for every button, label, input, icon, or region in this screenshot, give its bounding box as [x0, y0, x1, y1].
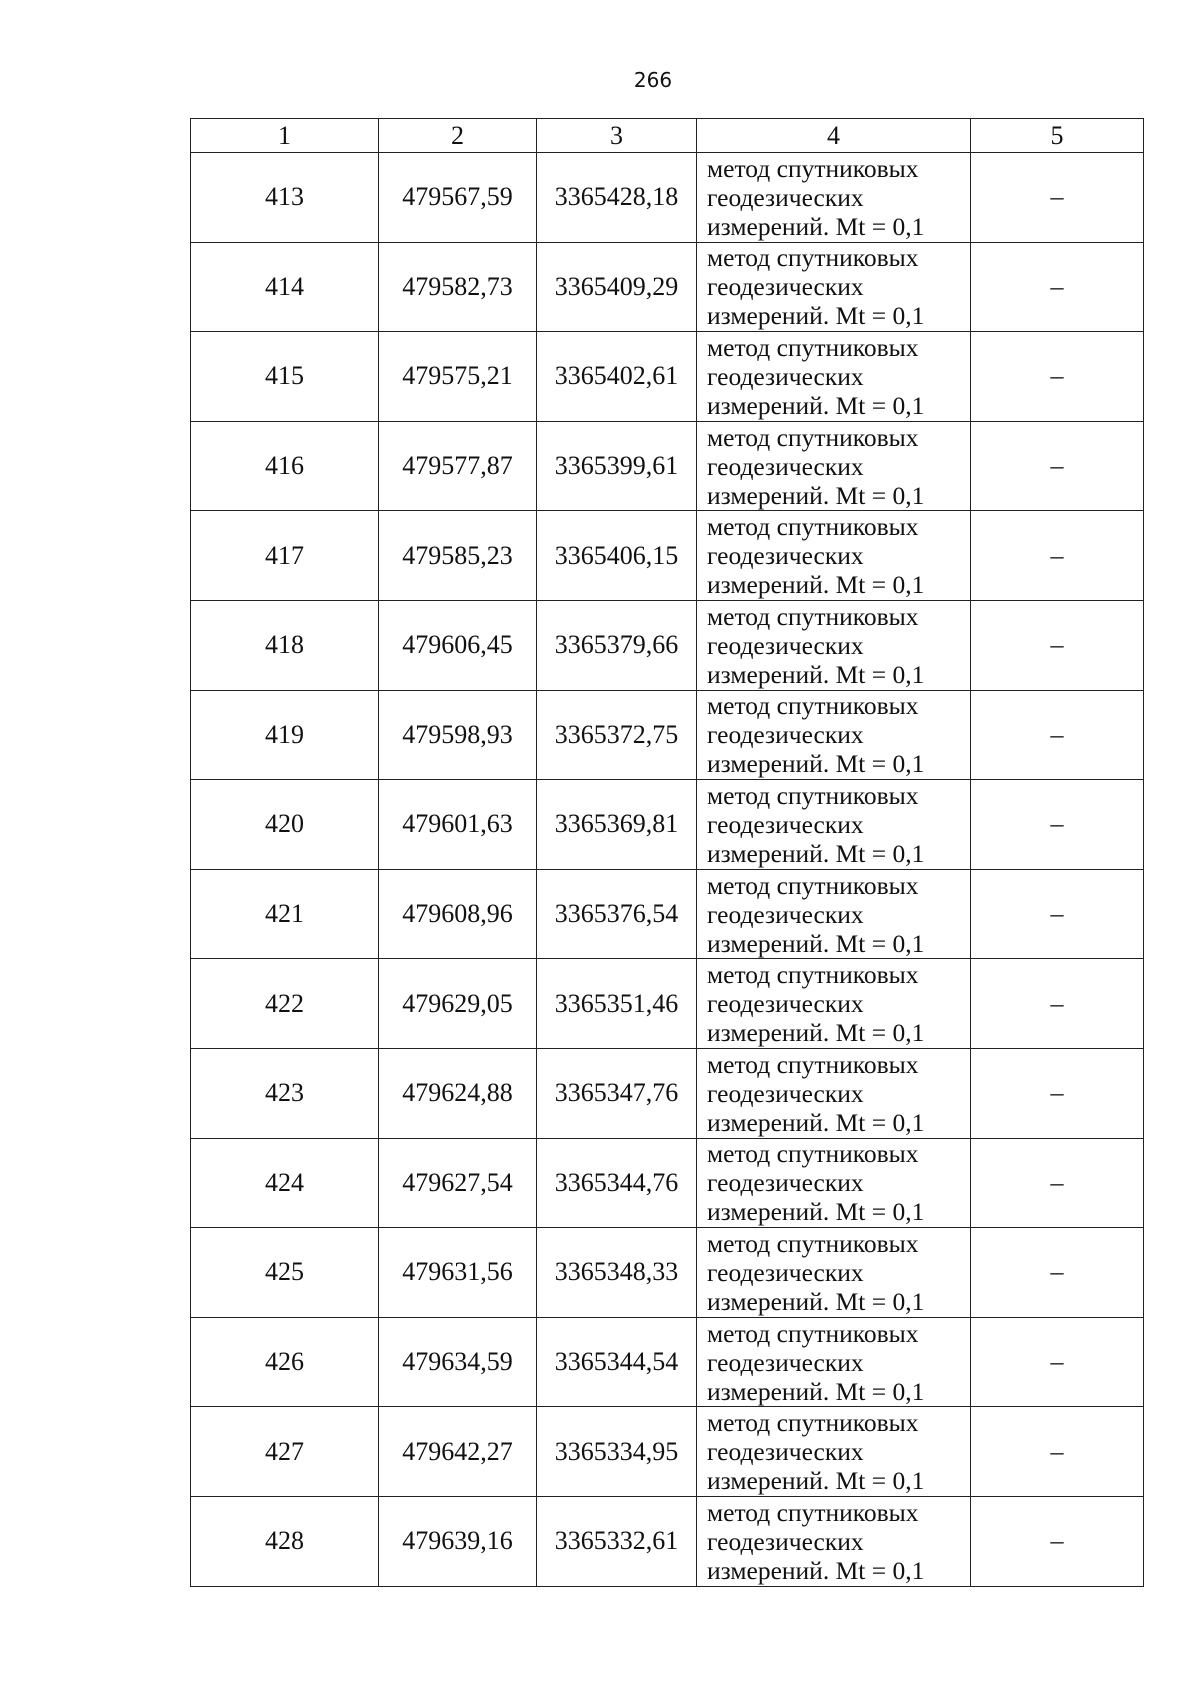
remarks-cell: –: [971, 959, 1144, 1049]
x-coordinate-cell: 479608,96: [379, 869, 537, 959]
y-coordinate-cell: 3365406,15: [537, 511, 697, 601]
method-line: метод спутниковых: [707, 332, 919, 362]
table-row: [191, 511, 1144, 601]
method-line: геодезических: [707, 1437, 864, 1467]
method-line: геодезических: [707, 630, 864, 660]
y-coordinate-cell: 3365428,18: [537, 153, 697, 243]
table-row: [191, 1048, 1144, 1138]
x-coordinate-cell: 479629,05: [379, 959, 537, 1049]
table-row: [191, 1138, 1144, 1228]
method-line: измерений. Mt = 0,1: [707, 1466, 925, 1496]
x-coordinate-cell: 479606,45: [379, 600, 537, 690]
table-row: [191, 242, 1144, 332]
method-line: измерений. Mt = 0,1: [707, 570, 925, 600]
method-cell: [697, 959, 971, 1049]
method-line: геодезических: [707, 899, 864, 929]
x-coordinate-cell: 479631,56: [379, 1228, 537, 1318]
remarks-cell: –: [971, 332, 1144, 422]
remarks-cell: –: [971, 1496, 1144, 1586]
remarks-cell: –: [971, 690, 1144, 780]
method-cell: [697, 1228, 971, 1318]
table-row: [191, 332, 1144, 422]
remarks-cell: –: [971, 1407, 1144, 1497]
point-number-cell: 418: [191, 600, 379, 690]
method-cell: [697, 780, 971, 870]
point-number-cell: 424: [191, 1138, 379, 1228]
method-line: геодезических: [707, 1168, 864, 1198]
point-number-cell: 428: [191, 1496, 379, 1586]
method-cell: [697, 1407, 971, 1497]
header-row: [191, 119, 1144, 153]
method-line: измерений. Mt = 0,1: [707, 928, 925, 958]
remarks-cell: –: [971, 1048, 1144, 1138]
method-line: метод спутниковых: [707, 1049, 919, 1079]
method-line: метод спутниковых: [707, 870, 919, 900]
method-line: метод спутниковых: [707, 1408, 919, 1438]
point-number-cell: 426: [191, 1317, 379, 1407]
method-cell: [697, 690, 971, 780]
y-coordinate-cell: 3365369,81: [537, 780, 697, 870]
point-number-cell: 423: [191, 1048, 379, 1138]
method-line: геодезических: [707, 272, 864, 302]
x-coordinate-cell: 479585,23: [379, 511, 537, 601]
method-line: измерений. Mt = 0,1: [707, 480, 925, 510]
method-cell: [697, 153, 971, 243]
y-coordinate-cell: 3365409,29: [537, 242, 697, 332]
point-number-cell: 421: [191, 869, 379, 959]
table-row: [191, 959, 1144, 1049]
column-header-1: 1: [191, 119, 379, 153]
y-coordinate-cell: 3365334,95: [537, 1407, 697, 1497]
method-line: метод спутниковых: [707, 1139, 919, 1169]
method-line: измерений. Mt = 0,1: [707, 838, 925, 868]
table-row: [191, 153, 1144, 243]
y-coordinate-cell: 3365379,66: [537, 600, 697, 690]
y-coordinate-cell: 3365402,61: [537, 332, 697, 422]
table-row: [191, 869, 1144, 959]
x-coordinate-cell: 479601,63: [379, 780, 537, 870]
point-number-cell: 420: [191, 780, 379, 870]
x-coordinate-cell: 479567,59: [379, 153, 537, 243]
table-row: [191, 1228, 1144, 1318]
method-cell: [697, 511, 971, 601]
method-line: измерений. Mt = 0,1: [707, 1555, 925, 1585]
x-coordinate-cell: 479575,21: [379, 332, 537, 422]
y-coordinate-cell: 3365372,75: [537, 690, 697, 780]
table-row: [191, 690, 1144, 780]
method-line: измерений. Mt = 0,1: [707, 1286, 925, 1316]
y-coordinate-cell: 3365344,54: [537, 1317, 697, 1407]
method-line: метод спутниковых: [707, 960, 919, 990]
method-line: геодезических: [707, 989, 864, 1019]
method-line: измерений. Mt = 0,1: [707, 1018, 925, 1048]
method-line: измерений. Mt = 0,1: [707, 1107, 925, 1137]
point-number-cell: 416: [191, 421, 379, 511]
method-cell: [697, 332, 971, 422]
column-header-3: 3: [537, 119, 697, 153]
x-coordinate-cell: 479598,93: [379, 690, 537, 780]
remarks-cell: –: [971, 1317, 1144, 1407]
point-number-cell: 419: [191, 690, 379, 780]
table-row: [191, 1317, 1144, 1407]
y-coordinate-cell: 3365351,46: [537, 959, 697, 1049]
method-cell: [697, 600, 971, 690]
method-cell: [697, 242, 971, 332]
remarks-cell: –: [971, 153, 1144, 243]
remarks-cell: –: [971, 600, 1144, 690]
method-line: геодезических: [707, 182, 864, 212]
column-header-5: 5: [971, 119, 1144, 153]
point-number-cell: 422: [191, 959, 379, 1049]
method-line: геодезических: [707, 809, 864, 839]
remarks-cell: –: [971, 869, 1144, 959]
method-line: метод спутниковых: [707, 243, 919, 273]
method-line: геодезических: [707, 361, 864, 391]
point-number-cell: 413: [191, 153, 379, 243]
point-number-cell: 425: [191, 1228, 379, 1318]
method-line: измерений. Mt = 0,1: [707, 301, 925, 331]
method-line: метод спутниковых: [707, 1497, 919, 1527]
table-row: [191, 780, 1144, 870]
remarks-cell: –: [971, 511, 1144, 601]
method-line: геодезических: [707, 1078, 864, 1108]
point-number-cell: 415: [191, 332, 379, 422]
remarks-cell: –: [971, 1138, 1144, 1228]
method-cell: [697, 421, 971, 511]
point-number-cell: 414: [191, 242, 379, 332]
x-coordinate-cell: 479639,16: [379, 1496, 537, 1586]
method-line: геодезических: [707, 1347, 864, 1377]
method-line: метод спутниковых: [707, 153, 919, 183]
method-line: измерений. Mt = 0,1: [707, 1376, 925, 1406]
table-row: [191, 421, 1144, 511]
method-line: измерений. Mt = 0,1: [707, 659, 925, 689]
coordinates-table: [190, 118, 1144, 1587]
x-coordinate-cell: 479627,54: [379, 1138, 537, 1228]
method-line: метод спутниковых: [707, 780, 919, 810]
table-row: [191, 1407, 1144, 1497]
x-coordinate-cell: 479634,59: [379, 1317, 537, 1407]
x-coordinate-cell: 479577,87: [379, 421, 537, 511]
method-line: геодезических: [707, 1526, 864, 1556]
method-line: метод спутниковых: [707, 512, 919, 542]
method-line: метод спутниковых: [707, 1228, 919, 1258]
method-line: геодезических: [707, 541, 864, 571]
method-cell: [697, 1496, 971, 1586]
method-line: измерений. Mt = 0,1: [707, 749, 925, 779]
method-cell: [697, 1317, 971, 1407]
page-number: 266: [633, 68, 673, 92]
method-line: геодезических: [707, 1257, 864, 1287]
x-coordinate-cell: 479624,88: [379, 1048, 537, 1138]
y-coordinate-cell: 3365344,76: [537, 1138, 697, 1228]
y-coordinate-cell: 3365347,76: [537, 1048, 697, 1138]
method-line: измерений. Mt = 0,1: [707, 1197, 925, 1227]
remarks-cell: –: [971, 242, 1144, 332]
table-row: [191, 600, 1144, 690]
column-header-2: 2: [379, 119, 537, 153]
method-line: метод спутниковых: [707, 691, 919, 721]
y-coordinate-cell: 3365332,61: [537, 1496, 697, 1586]
method-line: геодезических: [707, 720, 864, 750]
method-cell: [697, 1048, 971, 1138]
method-line: измерений. Mt = 0,1: [707, 211, 925, 241]
method-cell: [697, 1138, 971, 1228]
method-line: метод спутниковых: [707, 1318, 919, 1348]
method-cell: [697, 869, 971, 959]
method-line: метод спутниковых: [707, 601, 919, 631]
remarks-cell: –: [971, 421, 1144, 511]
remarks-cell: –: [971, 1228, 1144, 1318]
column-header-4: 4: [697, 119, 971, 153]
x-coordinate-cell: 479582,73: [379, 242, 537, 332]
point-number-cell: 427: [191, 1407, 379, 1497]
method-line: метод спутниковых: [707, 422, 919, 452]
table-row: [191, 1496, 1144, 1586]
y-coordinate-cell: 3365399,61: [537, 421, 697, 511]
method-line: геодезических: [707, 451, 864, 481]
y-coordinate-cell: 3365348,33: [537, 1228, 697, 1318]
x-coordinate-cell: 479642,27: [379, 1407, 537, 1497]
point-number-cell: 417: [191, 511, 379, 601]
y-coordinate-cell: 3365376,54: [537, 869, 697, 959]
method-line: измерений. Mt = 0,1: [707, 390, 925, 420]
remarks-cell: –: [971, 780, 1144, 870]
